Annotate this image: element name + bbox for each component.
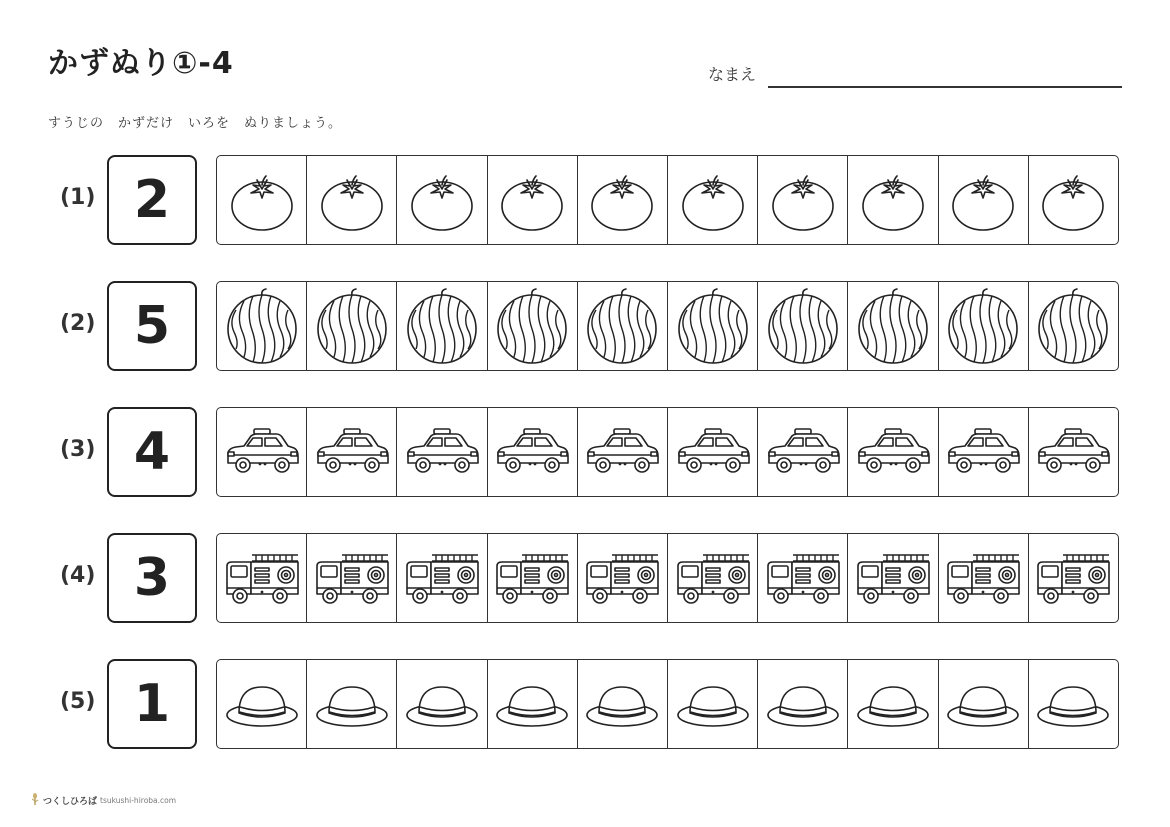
question-label: (5): [60, 689, 96, 714]
tomato-icon: [860, 167, 926, 233]
picture-cell[interactable]: [488, 282, 578, 370]
number-box: 5: [107, 281, 197, 371]
watermelon-icon: [225, 287, 299, 365]
picture-cell[interactable]: [939, 534, 1029, 622]
question-row-2: [0, 281, 1170, 373]
hat-icon: [1036, 679, 1110, 729]
police-car-icon: [494, 427, 570, 477]
picture-cell[interactable]: [217, 156, 307, 244]
picture-cell[interactable]: [307, 156, 397, 244]
fire-truck-icon: [314, 550, 390, 606]
picture-cell[interactable]: [578, 408, 668, 496]
picture-cell[interactable]: [758, 408, 848, 496]
picture-cell[interactable]: [939, 282, 1029, 370]
hat-icon: [856, 679, 930, 729]
picture-cell[interactable]: [668, 156, 758, 244]
picture-cell[interactable]: [1029, 408, 1118, 496]
police-car-icon: [1035, 427, 1111, 477]
fire-truck-icon: [224, 550, 300, 606]
picture-cell[interactable]: [578, 282, 668, 370]
picture-cell[interactable]: [217, 660, 307, 748]
fire-truck-icon: [494, 550, 570, 606]
instruction-text: すうじの かずだけ いろを ぬりましょう。: [48, 116, 343, 131]
police-car-icon: [855, 427, 931, 477]
watermelon-icon: [1036, 287, 1110, 365]
number-box: 3: [107, 533, 197, 623]
picture-cell[interactable]: [758, 282, 848, 370]
picture-cell[interactable]: [668, 660, 758, 748]
picture-cell[interactable]: [848, 534, 938, 622]
picture-cell[interactable]: [217, 282, 307, 370]
fire-truck-icon: [945, 550, 1021, 606]
police-car-icon: [675, 427, 751, 477]
watermelon-icon: [676, 287, 750, 365]
tomato-icon: [499, 167, 565, 233]
hat-icon: [495, 679, 569, 729]
picture-cell[interactable]: [758, 660, 848, 748]
hat-icon: [405, 679, 479, 729]
name-input-line[interactable]: [768, 86, 1122, 88]
watermelon-icon: [766, 287, 840, 365]
name-label: なまえ: [708, 65, 757, 84]
picture-cell[interactable]: [397, 282, 487, 370]
picture-cell[interactable]: [848, 660, 938, 748]
question-row-1: [0, 155, 1170, 247]
picture-cells: [216, 155, 1119, 245]
number-box: 4: [107, 407, 197, 497]
picture-cell[interactable]: [848, 282, 938, 370]
watermelon-icon: [946, 287, 1020, 365]
picture-cell[interactable]: [578, 660, 668, 748]
picture-cell[interactable]: [307, 660, 397, 748]
fire-truck-icon: [765, 550, 841, 606]
police-car-icon: [765, 427, 841, 477]
picture-cell[interactable]: [758, 156, 848, 244]
hat-icon: [315, 679, 389, 729]
hat-icon: [766, 679, 840, 729]
picture-cell[interactable]: [668, 408, 758, 496]
tomato-icon: [229, 167, 295, 233]
hat-icon: [585, 679, 659, 729]
question-row-3: [0, 407, 1170, 499]
picture-cell[interactable]: [397, 660, 487, 748]
police-car-icon: [224, 427, 300, 477]
hat-icon: [225, 679, 299, 729]
tomato-icon: [770, 167, 836, 233]
picture-cell[interactable]: [397, 534, 487, 622]
picture-cells: [216, 659, 1119, 749]
hat-icon: [676, 679, 750, 729]
watermelon-icon: [856, 287, 930, 365]
picture-cell[interactable]: [758, 534, 848, 622]
question-row-5: [0, 659, 1170, 751]
picture-cell[interactable]: [578, 156, 668, 244]
picture-cell[interactable]: [217, 534, 307, 622]
picture-cell[interactable]: [939, 660, 1029, 748]
picture-cells: [216, 281, 1119, 371]
picture-cell[interactable]: [488, 408, 578, 496]
police-car-icon: [584, 427, 660, 477]
picture-cell[interactable]: [1029, 534, 1118, 622]
tomato-icon: [680, 167, 746, 233]
page-title: かずぬり①-4: [48, 46, 234, 81]
picture-cell[interactable]: [668, 534, 758, 622]
picture-cell[interactable]: [488, 660, 578, 748]
watermelon-icon: [315, 287, 389, 365]
number-box: 1: [107, 659, 197, 749]
picture-cell[interactable]: [939, 408, 1029, 496]
tomato-icon: [319, 167, 385, 233]
police-car-icon: [404, 427, 480, 477]
picture-cells: [216, 533, 1119, 623]
picture-cell[interactable]: [397, 156, 487, 244]
picture-cell[interactable]: [397, 408, 487, 496]
picture-cell[interactable]: [1029, 660, 1118, 748]
fire-truck-icon: [855, 550, 931, 606]
question-label: (3): [60, 437, 96, 462]
tomato-icon: [1040, 167, 1106, 233]
picture-cell[interactable]: [578, 534, 668, 622]
police-car-icon: [945, 427, 1021, 477]
question-label: (4): [60, 563, 96, 588]
tomato-icon: [589, 167, 655, 233]
fire-truck-icon: [1035, 550, 1111, 606]
picture-cell[interactable]: [307, 534, 397, 622]
picture-cell[interactable]: [307, 408, 397, 496]
picture-cell[interactable]: [488, 534, 578, 622]
picture-cell[interactable]: [939, 156, 1029, 244]
fire-truck-icon: [675, 550, 751, 606]
picture-cell[interactable]: [217, 408, 307, 496]
footer-url: tsukushi-hiroba.com: [100, 796, 177, 805]
picture-cell[interactable]: [1029, 156, 1118, 244]
tsukushi-sprout-icon: [30, 793, 40, 808]
watermelon-icon: [585, 287, 659, 365]
footer: [30, 793, 176, 808]
picture-cell[interactable]: [1029, 282, 1118, 370]
question-label: (2): [60, 311, 96, 336]
fire-truck-icon: [404, 550, 480, 606]
watermelon-icon: [495, 287, 569, 365]
picture-cell[interactable]: [668, 282, 758, 370]
question-row-4: [0, 533, 1170, 625]
picture-cell[interactable]: [848, 408, 938, 496]
picture-cell[interactable]: [488, 156, 578, 244]
question-label: (1): [60, 185, 96, 210]
picture-cell[interactable]: [307, 282, 397, 370]
number-box: 2: [107, 155, 197, 245]
picture-cells: [216, 407, 1119, 497]
watermelon-icon: [405, 287, 479, 365]
footer-brand: つくしひろば: [43, 797, 98, 807]
police-car-icon: [314, 427, 390, 477]
hat-icon: [946, 679, 1020, 729]
tomato-icon: [950, 167, 1016, 233]
fire-truck-icon: [584, 550, 660, 606]
picture-cell[interactable]: [848, 156, 938, 244]
tomato-icon: [409, 167, 475, 233]
